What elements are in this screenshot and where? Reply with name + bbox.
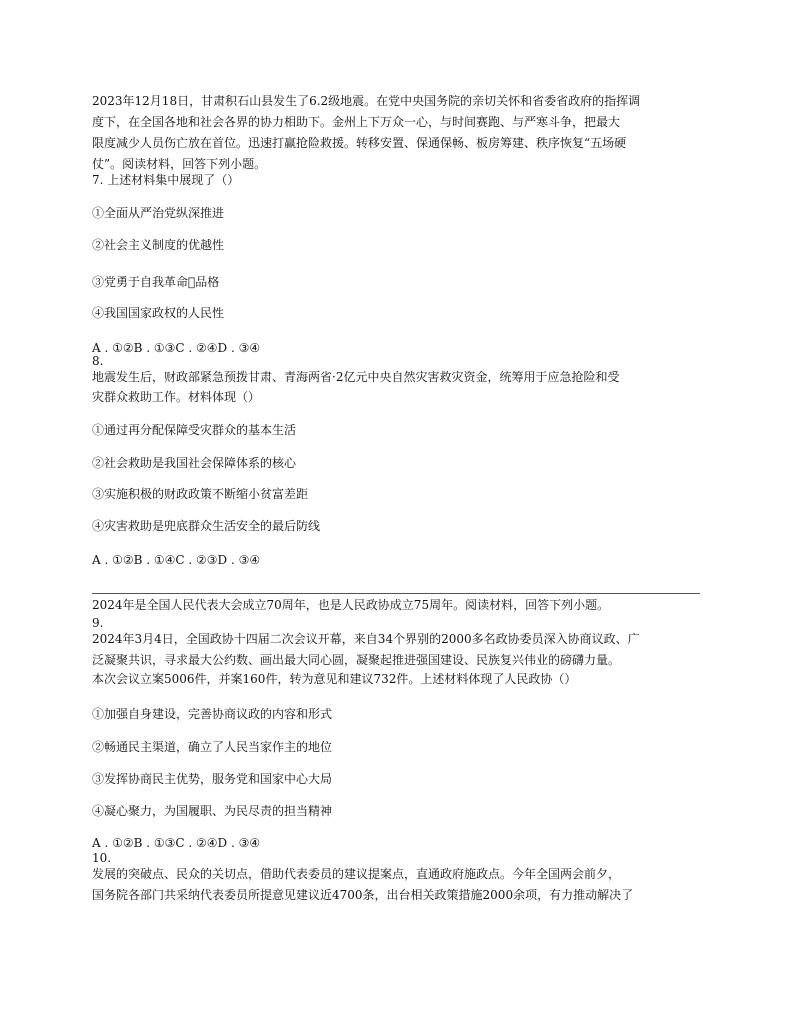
q7-option-3: ③党勇于自我革命 品格 [92, 275, 220, 289]
q8-stem-line: 灾群众救助工作。材料体现（） [92, 390, 261, 404]
q8-option-4: ④灾害救助是兜底群众生活安全的最后防线 [92, 519, 321, 533]
q9-option-1: ①加强自身建设，完善协商议政的内容和形式 [92, 707, 333, 721]
q8-number: 8. [92, 354, 104, 368]
q10-stem-line: 发展的突破点、民众的关切点，借助代表委员的建议提案点，直通政府施政点。今年全国两会前夕， [92, 867, 621, 881]
intro-line: 2023年12月18日，甘肃积石山县发生了6.2级地震。在党中央国务院的亲切关怀和省委省政府的指挥调 [92, 94, 641, 108]
q10-stem-line: 国务院各部门共采纳代表委员所提意见建议近4700条，出台相关政策措施2000余项，有力推动解决了 [92, 888, 634, 902]
q7-answer-choices: A . ①②B . ①③C . ②④D . ③④ [92, 341, 261, 355]
intro-line: 限度减少人员伤亡放在首位。迅速打赢抢险救援。转移安置、保通保畅、板房筹建、秩序恢复“五场硬 [92, 136, 627, 150]
q8-stem-line: 地震发生后，财政部紧急预拨甘肃、青海两省·2亿元中央自然灾害救灾资金，统筹用于应急抢险和受 [92, 370, 620, 384]
section-divider [92, 593, 700, 594]
q9-option-4: ④凝心聚力，为国履职、为民尽责的担当精神 [92, 804, 333, 818]
intro-line: 度下，在全国各地和社会各界的协力相助下。金州上下万众一心，与时间赛跑、与严寒斗争，把最大 [92, 115, 621, 129]
q8-option-3: ③实施积极的财政政策不断缩小贫富差距 [92, 487, 309, 501]
q8-option-2: ②社会救助是我国社会保障体系的核心 [92, 456, 297, 470]
q9-answer-choices: A . ①②B . ①③C . ②④D . ③④ [92, 836, 261, 850]
q9-stem-line: 本次会议立案5006件，并案160件，转为意见和建议732件。上述材料体现了人民政协（） [92, 672, 577, 686]
q8-option-1: ①通过再分配保障受灾群众的基本生活 [92, 423, 297, 437]
q7-option-1: ①全面从严治党纵深推进 [92, 206, 225, 220]
intro-line: 仗”。阅读材料，回答下列小题。 [92, 157, 267, 171]
q9-option-3: ③发挥协商民主优势，服务党和国家中心大局 [92, 772, 333, 786]
section2-intro: 2024年是全国人民代表大会成立70周年，也是人民政协成立75周年。阅读材料，回答下列小题。 [92, 598, 610, 612]
q9-stem-line: 泛凝聚共识，寻求最大公约数、画出最大同心圆，凝聚起推进强国建设、民族复兴伟业的磅礴力量。 [92, 653, 621, 667]
q10-number: 10. [92, 851, 112, 865]
q9-stem-line: 2024年3月4日，全国政协十四届二次会议开幕，来自34个界别的2000多名政协委员深入协商议政、广 [92, 632, 640, 646]
q8-answer-choices: A . ①②B . ①④C . ②③D . ③④ [92, 553, 261, 567]
q7-option-4: ④我国国家政权的人民性 [92, 306, 225, 320]
q9-option-2: ②畅通民主渠道，确立了人民当家作主的地位 [92, 740, 333, 754]
q9-number: 9. [92, 616, 104, 630]
q7-option-2: ②社会主义制度的优越性 [92, 238, 225, 252]
q7-stem: 7. 上述材料集中展现了（） [92, 173, 240, 187]
